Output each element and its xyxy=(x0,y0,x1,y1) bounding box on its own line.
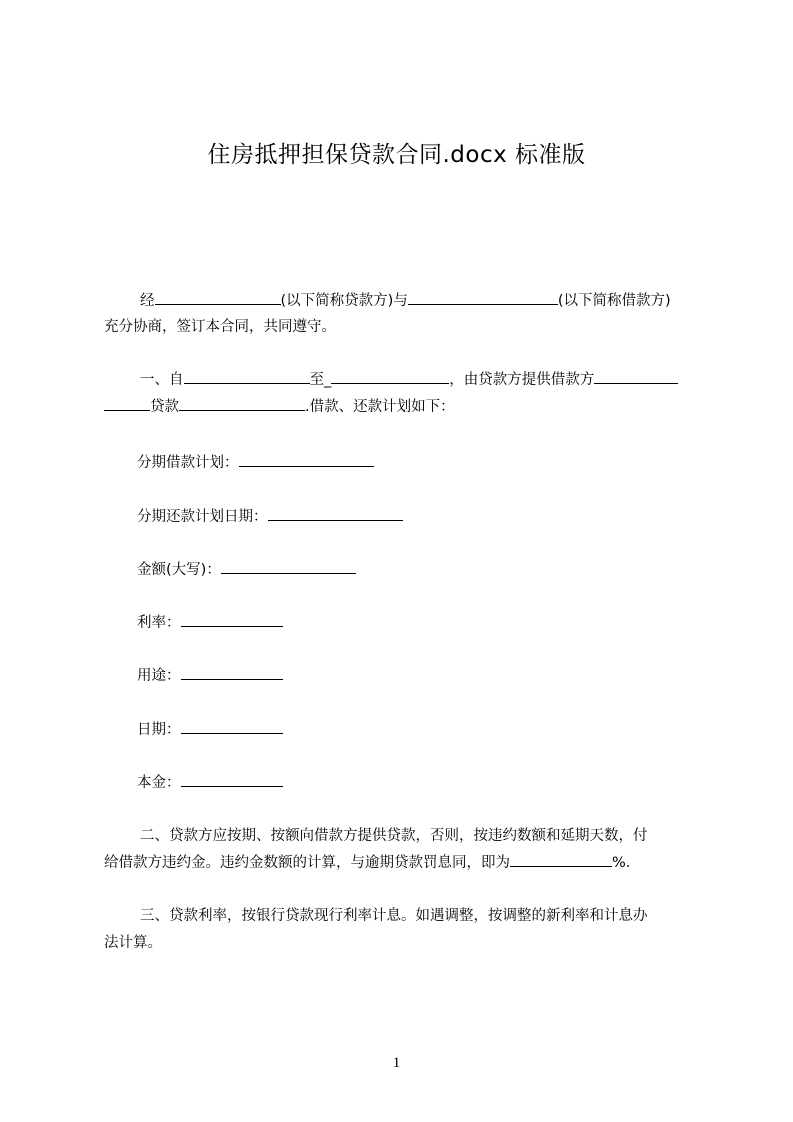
clause1-text-3: ，由贷款方提供借款方 xyxy=(449,372,595,388)
clause1-text-5: .借款、还款计划如下： xyxy=(305,399,455,415)
loan-amount-blank-b[interactable] xyxy=(104,395,150,411)
penalty-rate-blank[interactable] xyxy=(510,851,612,867)
field-blank[interactable] xyxy=(221,558,356,574)
field-blank[interactable] xyxy=(181,771,283,787)
field-label: 金额(大写)： xyxy=(137,562,221,578)
field-blank[interactable] xyxy=(181,611,283,627)
clause3-text-2: 法计算。 xyxy=(104,935,162,951)
field-purpose xyxy=(137,663,737,689)
field-amount-uppercase xyxy=(137,557,737,583)
clause1-line-1 xyxy=(104,367,704,393)
clause2-line-2 xyxy=(104,850,704,876)
borrower-name-blank[interactable] xyxy=(408,289,558,305)
preamble-line-1 xyxy=(104,288,704,314)
clause1-line-2 xyxy=(104,394,704,420)
loan-amount-blank-a[interactable] xyxy=(594,368,678,384)
clause1-text-1: 一、自 xyxy=(140,372,184,388)
clause3-line-2 xyxy=(104,930,704,956)
preamble-line-2 xyxy=(104,314,704,340)
clause2-text-2: 给借款方违约金。违约金数额的计算，与逾期贷款罚息同，即为 xyxy=(104,855,510,871)
clause3-line-1 xyxy=(104,903,704,929)
field-label: 分期借款计划： xyxy=(137,455,239,471)
clause3-text-1: 三、贷款利率，按银行贷款现行利率计息。如遇调整，按调整的新利率和计息办 xyxy=(140,908,648,924)
preamble-text-4: 充分协商，签订本合同，共同遵守。 xyxy=(104,319,336,335)
field-installment-plan xyxy=(137,450,737,476)
field-label: 用途： xyxy=(137,668,181,684)
field-blank[interactable] xyxy=(239,451,374,467)
field-blank[interactable] xyxy=(268,505,403,521)
preamble-text-3: (以下简称借款方) xyxy=(557,293,671,309)
start-date-blank[interactable] xyxy=(184,368,310,384)
end-date-blank[interactable] xyxy=(331,368,449,384)
field-label: 本金： xyxy=(137,775,181,791)
field-blank[interactable] xyxy=(181,718,283,734)
field-label: 分期还款计划日期： xyxy=(137,509,268,525)
lender-name-blank[interactable] xyxy=(155,289,281,305)
page-number: 1 xyxy=(392,1055,401,1071)
clause1-text-4: 贷款 xyxy=(150,399,179,415)
field-date xyxy=(137,717,737,743)
preamble-text-1: 经 xyxy=(140,293,155,309)
field-label: 日期： xyxy=(137,722,181,738)
clause2-text-3: %. xyxy=(612,855,631,871)
field-principal xyxy=(137,770,737,796)
field-label: 利率： xyxy=(137,615,181,631)
document-title: 住房抵押担保贷款合同.docx 标准版 xyxy=(207,142,586,168)
loan-blank[interactable] xyxy=(179,395,305,411)
clause2-text-1: 二、贷款方应按期、按额向借款方提供贷款，否则，按违约数额和延期天数，付 xyxy=(140,828,648,844)
preamble-text-2: (以下简称贷款方)与 xyxy=(280,293,408,309)
clause1-text-2: 至_ xyxy=(309,372,332,388)
field-interest-rate xyxy=(137,610,737,636)
field-blank[interactable] xyxy=(181,664,283,680)
clause2-line-1 xyxy=(104,823,704,849)
field-repayment-date xyxy=(137,504,737,530)
